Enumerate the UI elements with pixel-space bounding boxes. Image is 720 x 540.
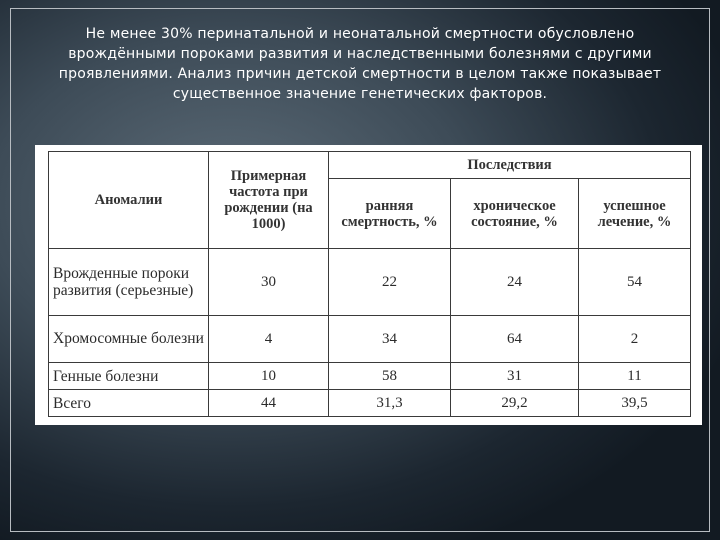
cell-chronic: 29,2	[451, 390, 579, 417]
cell-early: 58	[329, 363, 451, 390]
cell-chronic: 31	[451, 363, 579, 390]
cell-early: 22	[329, 249, 451, 315]
cell-frequency: 4	[209, 315, 329, 363]
header-early-mortality: ранняя смертность, %	[329, 178, 451, 248]
table-image	[35, 145, 702, 425]
header-consequences: Последствия	[329, 152, 691, 179]
cell-success: 39,5	[579, 390, 691, 417]
table-row	[49, 390, 691, 417]
row-label: Хромосомные болезни	[49, 315, 209, 363]
header-success: успешное лечение, %	[579, 178, 691, 248]
row-label: Врожденные пороки развития (серьезные)	[49, 249, 209, 315]
cell-frequency: 10	[209, 363, 329, 390]
table-row	[49, 249, 691, 315]
cell-early: 34	[329, 315, 451, 363]
table-row	[49, 315, 691, 363]
header-chronic: хроническое состояние, %	[451, 178, 579, 248]
row-label: Генные болезни	[49, 363, 209, 390]
cell-success: 11	[579, 363, 691, 390]
anomaly-consequences-table	[48, 151, 691, 417]
cell-success: 2	[579, 315, 691, 363]
slide-caption: Не менее 30% перинатальной и неонатальной смертности обусловлено врождёнными пороками развития и наследственными болезнями с другими проявлениями. Анализ причин детской смертности в целом также показывает существенное значение генетических факторов.	[58, 26, 662, 102]
cell-chronic: 64	[451, 315, 579, 363]
cell-success: 54	[579, 249, 691, 315]
cell-frequency: 30	[209, 249, 329, 315]
cell-frequency: 44	[209, 390, 329, 417]
table-row	[49, 363, 691, 390]
cell-early: 31,3	[329, 390, 451, 417]
header-anomaly: Аномалии	[49, 152, 209, 249]
cell-chronic: 24	[451, 249, 579, 315]
row-label: Всего	[49, 390, 209, 417]
header-frequency: Примерная частота при рождении (на 1000)	[209, 152, 329, 249]
